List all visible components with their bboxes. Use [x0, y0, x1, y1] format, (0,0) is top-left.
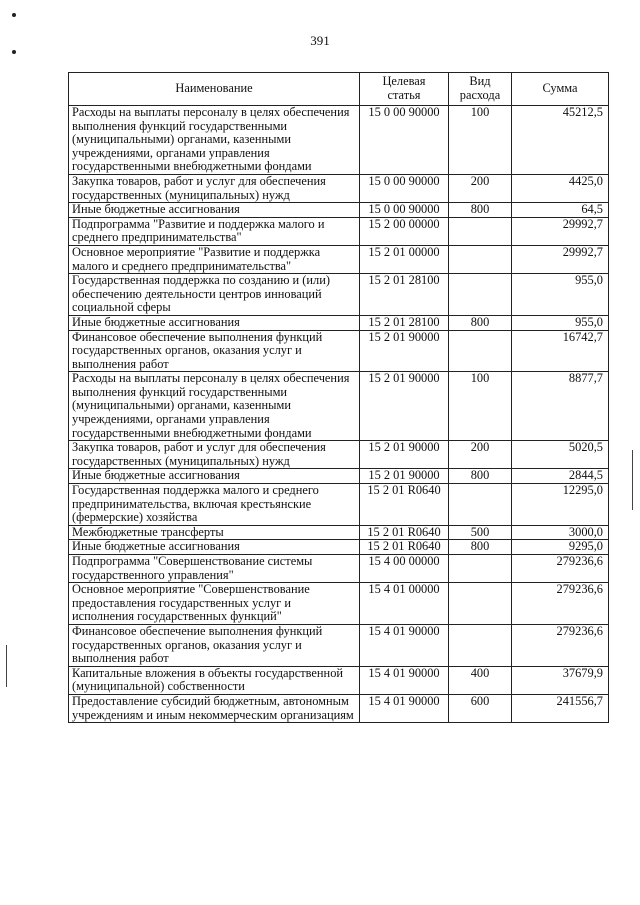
- row-name: Государственная поддержка малого и среднего предпринимательства, включая крестьянские (фермерские) хозяйства: [69, 484, 360, 526]
- table-row: [69, 583, 609, 625]
- row-sum: 279236,6: [512, 555, 609, 583]
- row-type: 500: [449, 525, 512, 540]
- row-target: 15 0 00 90000: [360, 203, 449, 218]
- row-sum: 3000,0: [512, 525, 609, 540]
- row-sum: 955,0: [512, 274, 609, 316]
- row-target: 15 2 01 90000: [360, 441, 449, 469]
- row-type: 800: [449, 203, 512, 218]
- row-sum: 2844,5: [512, 469, 609, 484]
- row-type: 200: [449, 174, 512, 202]
- row-sum: 5020,5: [512, 441, 609, 469]
- row-type: [449, 484, 512, 526]
- row-sum: 9295,0: [512, 540, 609, 555]
- row-name: Капитальные вложения в объекты государственной (муниципальной) собственности: [69, 666, 360, 694]
- table-row: [69, 245, 609, 273]
- row-name: Подпрограмма "Развитие и поддержка малого и среднего предпринимательства": [69, 217, 360, 245]
- table-row: [69, 106, 609, 175]
- row-type: [449, 555, 512, 583]
- row-target: 15 4 01 90000: [360, 666, 449, 694]
- row-type: 800: [449, 540, 512, 555]
- margin-mark: [6, 645, 7, 687]
- row-type: 100: [449, 106, 512, 175]
- row-sum: 955,0: [512, 315, 609, 330]
- row-target: 15 2 00 00000: [360, 217, 449, 245]
- row-name: Иные бюджетные ассигнования: [69, 469, 360, 484]
- table-row: [69, 540, 609, 555]
- column-header-type: Вид расхода: [449, 73, 512, 106]
- row-name: Иные бюджетные ассигнования: [69, 315, 360, 330]
- row-sum: 45212,5: [512, 106, 609, 175]
- table-row: [69, 694, 609, 722]
- row-type: [449, 217, 512, 245]
- column-header-sum: Сумма: [512, 73, 609, 106]
- row-target: 15 2 01 R0640: [360, 540, 449, 555]
- row-type: [449, 245, 512, 273]
- column-header-target: Целевая статья: [360, 73, 449, 106]
- row-target: 15 2 01 R0640: [360, 525, 449, 540]
- table-row: [69, 330, 609, 372]
- row-type: [449, 624, 512, 666]
- table-row: [69, 484, 609, 526]
- row-type: 400: [449, 666, 512, 694]
- page-number: 391: [310, 33, 330, 48]
- row-name: Иные бюджетные ассигнования: [69, 540, 360, 555]
- row-target: 15 4 01 00000: [360, 583, 449, 625]
- row-sum: 12295,0: [512, 484, 609, 526]
- table-row: [69, 666, 609, 694]
- row-type: 100: [449, 372, 512, 441]
- row-target: 15 2 01 90000: [360, 330, 449, 372]
- table-row: [69, 372, 609, 441]
- row-target: 15 4 01 90000: [360, 694, 449, 722]
- row-sum: 64,5: [512, 203, 609, 218]
- row-name: Закупка товаров, работ и услуг для обеспечения государственных (муниципальных) нужд: [69, 441, 360, 469]
- row-name: Предоставление субсидий бюджетным, автономным учреждениям и иным некоммерческим организациям: [69, 694, 360, 722]
- row-type: [449, 583, 512, 625]
- row-target: 15 2 01 90000: [360, 372, 449, 441]
- row-sum: 37679,9: [512, 666, 609, 694]
- table-row: [69, 274, 609, 316]
- row-target: 15 4 01 90000: [360, 624, 449, 666]
- row-type: [449, 330, 512, 372]
- table-row: [69, 174, 609, 202]
- budget-table: [68, 72, 609, 723]
- row-sum: 29992,7: [512, 245, 609, 273]
- row-name: Подпрограмма "Совершенствование системы государственного управления": [69, 555, 360, 583]
- row-name: Основное мероприятие "Развитие и поддержка малого и среднего предпринимательства": [69, 245, 360, 273]
- margin-dot: [12, 13, 16, 17]
- row-target: 15 2 01 90000: [360, 469, 449, 484]
- row-type: [449, 274, 512, 316]
- row-type: 600: [449, 694, 512, 722]
- row-sum: 16742,7: [512, 330, 609, 372]
- table-row: [69, 525, 609, 540]
- table-row: [69, 203, 609, 218]
- row-name: Расходы на выплаты персоналу в целях обеспечения выполнения функций государственными (муниципальными) органами, казенными учреждениями, органами управления государственными внебюджетными фондами: [69, 372, 360, 441]
- row-target: 15 2 01 28100: [360, 315, 449, 330]
- row-name: Расходы на выплаты персоналу в целях обеспечения выполнения функций государственными (муниципальными) органами, казенными учреждениями, органами управления государственными внебюджетными фондами: [69, 106, 360, 175]
- row-name: Финансовое обеспечение выполнения функций государственных органов, оказания услуг и выполнения работ: [69, 330, 360, 372]
- table-row: [69, 555, 609, 583]
- row-sum: 29992,7: [512, 217, 609, 245]
- row-sum: 279236,6: [512, 583, 609, 625]
- row-sum: 8877,7: [512, 372, 609, 441]
- row-name: Основное мероприятие "Совершенствование предоставления государственных услуг и исполнения государственных функций": [69, 583, 360, 625]
- table-row: [69, 469, 609, 484]
- table-row: [69, 315, 609, 330]
- row-type: 800: [449, 315, 512, 330]
- row-target: 15 0 00 90000: [360, 174, 449, 202]
- table-row: [69, 217, 609, 245]
- row-type: 200: [449, 441, 512, 469]
- row-target: 15 2 01 28100: [360, 274, 449, 316]
- margin-mark: [632, 450, 633, 510]
- row-target: 15 2 01 R0640: [360, 484, 449, 526]
- row-name: Финансовое обеспечение выполнения функций государственных органов, оказания услуг и выполнения работ: [69, 624, 360, 666]
- table-row: [69, 441, 609, 469]
- table-row: [69, 624, 609, 666]
- row-target: 15 4 00 00000: [360, 555, 449, 583]
- row-type: 800: [449, 469, 512, 484]
- row-sum: 279236,6: [512, 624, 609, 666]
- row-name: Закупка товаров, работ и услуг для обеспечения государственных (муниципальных) нужд: [69, 174, 360, 202]
- column-header-name: Наименование: [69, 73, 360, 106]
- margin-dot: [12, 50, 16, 54]
- row-target: 15 0 00 90000: [360, 106, 449, 175]
- row-sum: 241556,7: [512, 694, 609, 722]
- row-name: Иные бюджетные ассигнования: [69, 203, 360, 218]
- row-name: Государственная поддержка по созданию и (или) обеспечению деятельности центров инноваций социальной сферы: [69, 274, 360, 316]
- row-target: 15 2 01 00000: [360, 245, 449, 273]
- row-sum: 4425,0: [512, 174, 609, 202]
- row-name: Межбюджетные трансферты: [69, 525, 360, 540]
